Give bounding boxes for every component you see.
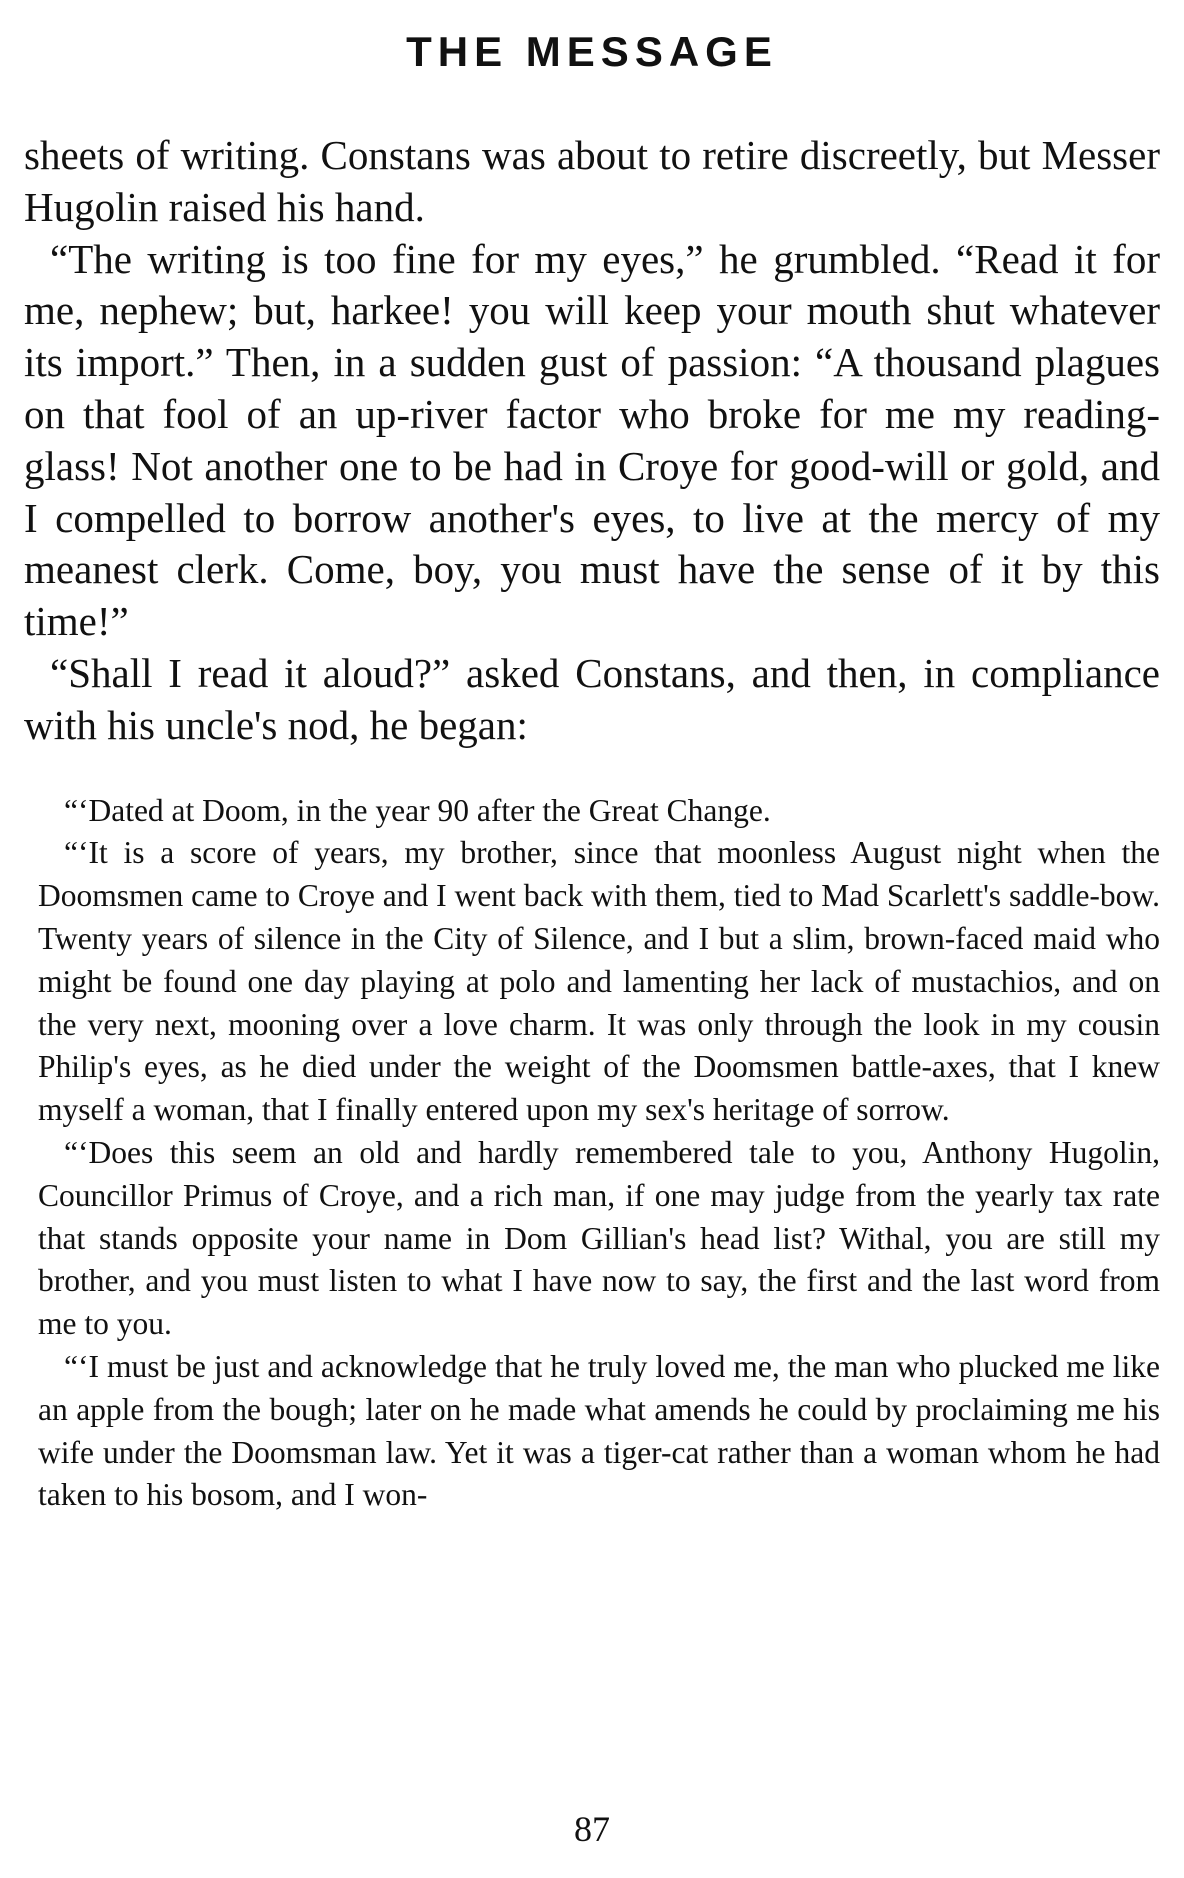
- letter-paragraph-3: “‘I must be just and acknowledge that he truly loved me, the man who plucked me like an apple from the bough; later on he made what amends he could by proclaiming me his wife under the Doomsman law. Yet it was a tiger-cat rather than a woman whom he had taken to his bosom, and I won-: [38, 1348, 1160, 1513]
- book-page: [24, 14, 1160, 1864]
- body-paragraph-2: “The writing is too fine for my eyes,” he grumbled. “Read it for me, nephew; but, harkee! you will keep your mouth shut whatever its import.” Then, in a sudden gust of passion: “A thousand plagues on that fool of an up-river factor who broke for me my reading-glass! Not another one to be had in Croye for good-will or gold, and I compelled to borrow another's eyes, to live at the mercy of my meanest clerk. Come, boy, you must have the sense of it by this time!”: [24, 235, 1160, 645]
- body-paragraph-1: sheets of writing. Constans was about to retire discreetly, but Messer Hugolin raised his hand.: [24, 132, 1160, 230]
- letter-dateline: “‘Dated at Doom, in the year 90 after the Great Change.: [64, 792, 771, 828]
- page-number: 87: [574, 1809, 610, 1849]
- body-paragraph-3: “Shall I read it aloud?” asked Constans, and then, in compliance with his uncle's nod, he began:: [24, 649, 1160, 748]
- quoted-letter: [24, 790, 1160, 1518]
- letter-paragraph-1: “‘It is a score of years, my brother, since that moonless August night when the Doomsmen came to Croye and I went back with them, tied to Mad Scarlett's saddle-bow. Twenty years of silence in the City of Silence, and I but a slim, brown-faced maid who might be found one day playing at polo and lamenting her lack of mustachios, and on the very next, mooning over a love charm. It was only through the look in my cousin Philip's eyes, as he died under the weight of the Doomsmen battle-axes, that I knew myself a woman, that I finally entered upon my sex's heritage of sorrow.: [38, 835, 1160, 1128]
- letter-paragraph-2: “‘Does this seem an old and hardly remembered tale to you, Anthony Hugolin, Councillor Primus of Croye, and a rich man, if one may judge from the yearly tax rate that stands opposite your name in Dom Gillian's head list? Withal, you are still my brother, and you must listen to what I have now to say, the first and the last word from me to you.: [38, 1134, 1160, 1342]
- running-title: THE MESSAGE: [406, 28, 778, 75]
- main-text: [24, 130, 1160, 752]
